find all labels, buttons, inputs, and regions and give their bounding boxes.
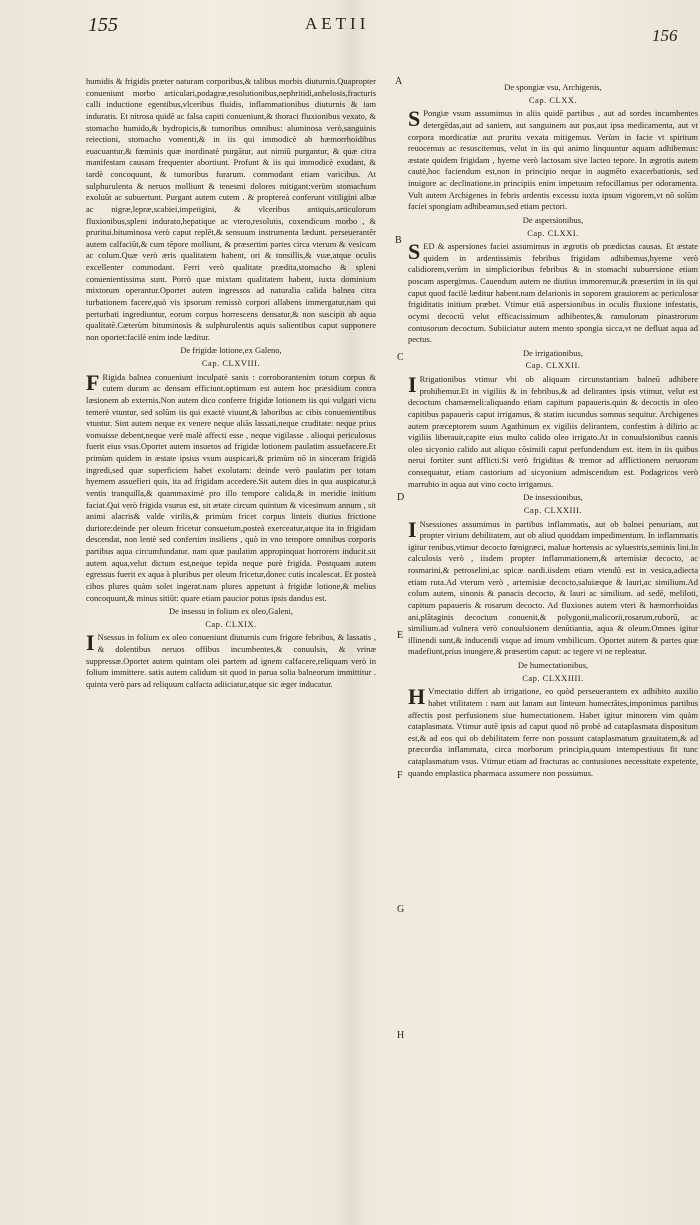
- margin-letter-h: H: [397, 1030, 405, 1041]
- drop-cap: F: [86, 369, 100, 395]
- section-title: De insessu in folium ex oleo,Galeni,: [169, 606, 293, 617]
- drop-cap: S: [408, 239, 421, 265]
- section-title: De aspersionibus,: [522, 214, 584, 225]
- chapter-number: Cap. CLXXIIII.: [522, 672, 584, 683]
- section-text: [408, 108, 698, 213]
- chapter-number: Cap. CLXXII.: [525, 360, 581, 371]
- section-title: De humectationibus,: [517, 660, 589, 670]
- chapter-number: Cap. CLXXI.: [527, 227, 579, 238]
- section-title: De irrigationibus,: [523, 347, 583, 358]
- margin-letter-g: G: [397, 904, 405, 915]
- margin-letter-a: A: [395, 76, 403, 87]
- section-text: [408, 374, 698, 490]
- section-title: De insessionibus,: [523, 492, 583, 503]
- drop-cap: I: [86, 630, 95, 656]
- section-text: [408, 686, 698, 779]
- right-column: [408, 80, 698, 780]
- margin-letter-d: D: [397, 492, 405, 503]
- section-body: Nsessus in folium ex oleo conueniunt diuturnis cum frigore febribus, & lassatis , & dolentibus neruos offibus incumbentes,& conuulsis, & vrinæ suppressæ.Oportet autem quintam olei partem ad ignem calfacere,reliquam verò in folium immittere. satis autem calidum sit quod in parua solia balneorum immittitur . quinta verò pars ad reliquum calfacta adiiciatur,atque sic æger inducatur.: [86, 632, 376, 689]
- chapter-number: Cap. CLXXIII.: [523, 504, 583, 515]
- chapter-number: Cap. CLXX.: [528, 94, 578, 105]
- drop-cap: I: [408, 372, 417, 397]
- section-text: [408, 516, 698, 659]
- margin-letter-b: B: [395, 235, 402, 246]
- drop-cap: I: [408, 516, 417, 542]
- paragraph-intro: humidis & frigidis præter naturam corporibus,& talibus morbis diuturnis.Quapropter conueniunt morbo articulari,podagræ,resolutionibus,nephritidi,anhelosis,fracturis calli inductione egentibus,vlceribus fluidis, inflammationibus diuturnis & iam induratis. Et nitrosa quidē ac falsa capiti conueniunt,& thoraci fluxionibus vexato, & stomacho humido,& hydropicis,& tumoribus omnibus: aluminosa verò,sanguinis reiectioni, stomacho vomenti,& in iis qui immodicè ab hæmorrhoidibus euacuantur,& fœminis quæ inordinatè purgātur, aut nimiū purgantur, & quæ citra manifestam causam frequenter abortiunt. Profunt & iis qui immodicè exudant, & tardè concoquunt, & tumoribus furarum. commodant etiam varicibus. At sulphurulenta & neruos molliunt & tenesmi dolores mitigant:verùm stomachum exoluūt ac subuertunt. Purgant autem cutem . & proptereà conferunt vitiligini albæ ac nigræ,lepræ,scabiei,impetigini, & vlceribus antiquis,articulorum fluxionibus,spleni indurato,hepatique ac vtero,resolutis, coxendicum morbo , & pruritui.bituminosa verò caput replēt,& sensuum instrumenta lædunt. perseuerantēr autem calfaciūt,& cum tēpore molliunt, & præsertim partes circa vterum & vesicam ac colum.Quæ verò æris qualitatem habent, ori & tonsillis,& vuæ,atque oculis excellenter commodant. Ferri verò qualitate prædita,stomacho & spleni conuenientissima sunt. Porrò quæ mixtam qualitatem habent, iuxta dominium mixtorum operantur.Oportet autem ingressos ad naturalia calida balnea citra turbationem facere,quò vis ipsorum remissò corpori allabens immergatur,nam qui perturbati ingrediuntur, eorum corpus horrescens densatur,& non suscipit ab aqua qualitatē.Cæterùm bituminosis & sulphurulentis aquis salientibus caput supponere non oportet:facilè enim inde læditur.: [86, 76, 376, 342]
- page-number-right: 156: [652, 26, 678, 45]
- section-body: Vmectatio differt ab irrigatione, eo quòd perseuerantem ex adhibito auxilio habet vtilitatem : nam aut lanam aut linteum humectātes,imponimus partibus affectis post perfusionem siue humectationem. Habet igitur minorem vim quàm cataplasmata. Vtimur autē ipsis ad caput quod nō probè ad cataplasmata dispositum est,& ad eos qui ob debilitatem ferre non possunt cataplasmatum grauitatem,& ad præcordia inflammata, circa morborum principia,quum intempestiuus fit tunc cataplasmatum vsus. Vtimur etiam ad fracturas ac contusiones necessitate expetente, quando emplastica pharmaca assumere non possumus.: [408, 686, 698, 778]
- section-body: Rigida balnea conueniunt inculpatè sanis : corroborantenim totum corpus & cutem duram ac densam efficiunt.optimum est autem hoc præsidium contra læsionem ab externis.Non autem dico conferre frigidæ lotionem iis qui vulgari victu temerè vtuntur, sed solūm iis qui exactè viuunt,& laboribus ac cibis conuenientibus vtuntur. Sint autem neque ex venere neque aliās lassati,neque cruditate: neque prius vomuisse debent,neque verè malè affecti esse , neque vigilasse . alioqui periculosus fuerit eius vsus.Oportet autem insuetos ad frigidæ lotionem paulatim assuefacere.Et primùm quidem in æstate ipsius vsum auspicari,& primùm nō in sinceram frigidā ingredi,sed quæ superficiem habet exolutam: deinde verò paulatim per totam hyemem assuefieri quis, ita ad frigidam accedere.Sit autem dies in qua auspicatur,à ventis tranquilla,& quammaximè pro illo tempore calida,& in meridie initium faciat.Qui verò frigida vsurus est, sit ætate circum quintum & vicesimum annum , sit animi alacris& valde virilis,& primùm fricet corpus linteis diutius frictione duriore:deinde per oleum fricetur consuetum,posteà exerceatur,atque ita in frigidam descendat, non lentè sed confertim insiliens , quò in vno tempore omnibus corporis partibus aqua circumfundatur. nam quæ paulatim appropinquat horrorem inducit.sit autem aqua,velut dictum est,neque tepida neque purè frigida. Postquam autem egressus fuerit ex aqua à pluribus per oleum fricetur,donec cutis incalescat. Et posteà cibos plures quàm solet ingerat.nam plures appetunt à frigidæ lotione,& melius concoquunt,& minus sitiūt: quare etiam paucior potus ipsis dandus est.: [86, 371, 376, 603]
- section-body: Pongiæ vsum assumimus in aliis quidē partibus , aut ad sordes incumbentes detergēdas,aut ad saniem, aut sanguinem aut pus,aut ipsa medicamenta, aut vt corpora mordicatiæ aut pruritu vexata mitigemus. Verùm in facie vt spiritum reuocemus ac resuscitemus, velut in iis qui animo linquuntur aquam adhibemus: æstate quidem frigidam , hyeme verò lactosam sive lacteo tepore. In ægrotis autem cautè,hoc faciendum est,non in principio neque in augmēto exacerbationis, sed inuigore ac declinatione.in principiis enim impetuum refocillamus per odoramenta. Vult autem Archigenes in febris ardentis excessu iuxta ipsum vigorem,vt nō solūm faciei spongiam adhibeamus,sed etiam pectori.: [408, 108, 698, 212]
- section-title: De frigidæ lotione,ex Galeno,: [180, 345, 282, 356]
- section-body: ED & aspersiones faciei assumimus in ægrotis ob prædictas causas. Et æstate quidem in ardentissimis febribus frigidam adhibemus,hyeme verò calidiorem,verùm in simplicioribus febribus & in stomachi subuersione etiam poscam aspergimus. Cauendum autem ne diutius immoremur,& præsertim in iis qui caput quod facilè læditur habent.nam delarionis in soporem grauiorem ac periculosæ frigiditatis initium præbet. Vtimur etiā aspersionibus in oculis fluxione infestatis, ocymi decoctū velut efficacissimum adhibentes,& ramulorum pinastrorum contusorum decoctum. Subiiciatur autem mento spongia sicca,vt ne defluat aqua ad pectus.: [408, 241, 698, 345]
- section-text: [408, 241, 698, 346]
- section-body: Rrigationibus vtimur vbi ob aliquam circunstantiam balneū adhibere prohibemur.Et in vigiliis & in febribus,& ad delirantes ipsis vtimur, velut est decoctum chamæmeli:aliquando etiam capitum papaueris.quin & decoctis in oleo capitibus papaueris caput irrigamus, & statim iucundus somnus sequitur. Archigenes autem præceptorem suum Agathinum ex vigiliis delirantem, confestim à dilirio ac vigiliis liberauit,capite eius multo calido oleo irrigato.At in conuulsionibus cannis oleo sicyonio calido aut aliquo cōsimili caput perfundendum est. item in iis quibus nerui fortiter sunt afflicti.Si verò frigiditas & tremor ad afflictionem neruorum consequatur, etiam castorium ad sicyonium admiscendum est. Podagricos verò marrubio in aqua aut vino cocto irrigamus.: [408, 374, 698, 489]
- page-number-left: 155: [88, 14, 118, 36]
- chapter-number: Cap. CLXVIII.: [201, 358, 261, 368]
- margin-letter-f: F: [397, 770, 403, 781]
- margin-letter-e: E: [397, 630, 404, 641]
- running-header: [0, 10, 700, 45]
- chapter-number: Cap. CLXIX.: [205, 618, 257, 629]
- drop-cap: S: [408, 106, 421, 132]
- section-text: [86, 369, 376, 605]
- section-body: Nsessiones assumimus in partibus inflammatis, aut ob balnei penuriam, aut propter virium debilitatem, aut ob aliud quoddam impedimentum. In inflammatis igitur renibus,vtimur decocto fœnigræci, maluæ hortensis ac syluestris,seminis lini.In calculosis verò , iisdem propter inflammationem,& artemisiæ decocto, ac rosmarini,& petroselini,ac spicæ nardi.iisdem etiam vtendū est in vesica,adiecta etiam ruta.Ad vterum verò , artemisiæ decocto,saluiæque & lauri,ac similium.Ad colum autem, sinonis & panacis decocto, & lauri ac similium. ad sedē, meliloti, capitum papaueris & rosarum decocto. Ad fluxiones autem vteri & hæmorrhoidas ani,plātaginis decoctum conuenit,& polygonii,malicorii,rosarum,ruborū, ac similium.ad vulnera verò conuulsionem denūtiantia, aqua & oleum.Omnes igitur illinendi sunt,& inducendi vsque ad imum vmbilicum. Oportet autem & partes quæ madefiunt,prius inungere,& præsertim caput: ac tegere vt ne repleatur.: [408, 518, 698, 657]
- drop-cap: H: [408, 684, 426, 710]
- left-column: [86, 76, 376, 692]
- section-title: De spongiæ vsu, Archigenis,: [504, 82, 602, 92]
- section-text: [86, 632, 376, 690]
- running-title: AETII: [305, 14, 370, 33]
- margin-letter-c: C: [397, 352, 404, 363]
